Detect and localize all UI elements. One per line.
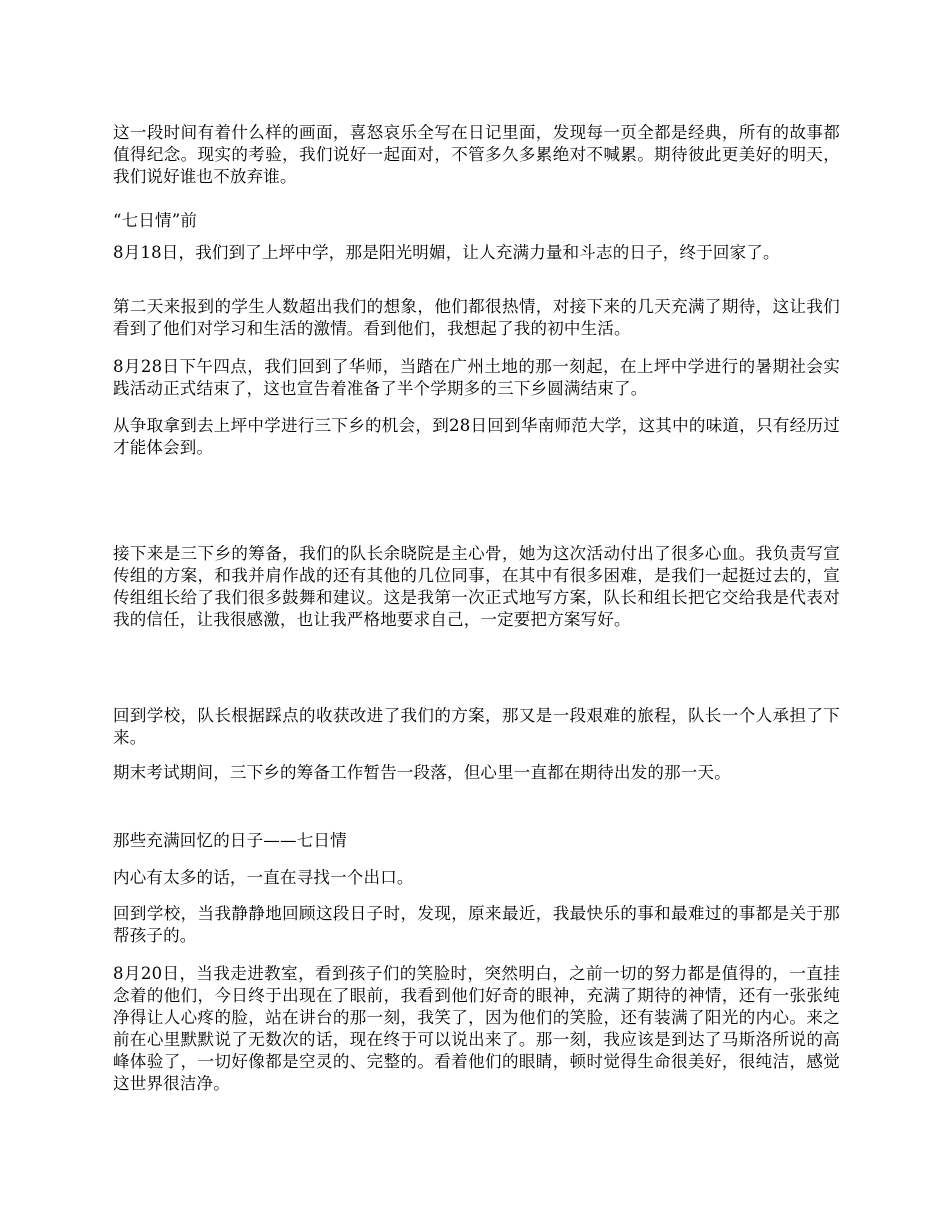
paragraph-aug-28: 8月28日下午四点，我们回到了华师，当踏在广州土地的那一刻起，在上坪中学进行的暑期社会实践活动正式结束了，这也宣告着准备了半个学期多的三下乡圆满结束了。: [113, 357, 840, 398]
paragraph-diary-intro: 这一段时间有着什么样的画面，喜怒哀乐全写在日记里面，发现每一页全都是经典，所有的故事都值得纪念。现实的考验，我们说好一起面对，不管多久多累绝对不喊累。期待彼此更美好的明天，我们说好谁也不放弃谁。: [113, 123, 840, 186]
paragraph-inner-heart: 内心有太多的话，一直在寻找一个出口。: [113, 868, 414, 887]
section-heading-before: “七日情”前: [113, 211, 198, 230]
paragraph-reflection: 回到学校，当我静静地回顾这段日子时，发现，原来最近，我最快乐的事和最难过的事都是关于那帮孩子的。: [113, 904, 840, 945]
paragraph-final-exams: 期末考试期间，三下乡的筹备工作暂告一段落，但心里一直都在期待出发的那一天。: [113, 763, 731, 782]
paragraph-opportunity: 从争取拿到去上坪中学进行三下乡的机会，到28日回到华南师范大学，这其中的味道，只有经历过才能体会到。: [113, 416, 840, 457]
section-heading-seven-days: 那些充满回忆的日子——七日情: [113, 831, 347, 850]
paragraph-preparation: 接下来是三下乡的筹备，我们的队长余晓院是主心骨，她为这次活动付出了很多心血。我负责写宣传组的方案，和我并肩作战的还有其他的几位同事，在其中有很多困难，是我们一起挺过去的，宣传组组长给了我们很多鼓舞和建议。这是我第一次正式地写方案，队长和组长把它交给我是代表对我的信任，让我很感激，也让我严格地要求自己，一定要把方案写好。: [113, 544, 840, 629]
paragraph-second-day: 第二天来报到的学生人数超出我们的想象，他们都很热情，对接下来的几天充满了期待，这让我们看到了他们对学习和生活的激情。看到他们，我想起了我的初中生活。: [113, 297, 840, 338]
paragraph-aug-18: 8月18日，我们到了上坪中学，那是阳光明媚，让人充满力量和斗志的日子，终于回家了。: [113, 243, 780, 262]
paragraph-aug-20: 8月20日，当我走进教室，看到孩子们的笑脸时，突然明白，之前一切的努力都是值得的，一直挂念着的他们，今日终于出现在了眼前，我看到他们好奇的眼神，充满了期待的神情，还有一张张纯净得让人心疼的脸，站在讲台的那一刻，我笑了，因为他们的笑脸，还有装满了阳光的内心。来之前在心里默默说了无数次的话，现在终于可以说出来了。那一刻，我应该是到达了马斯洛所说的高峰体验了，一切好像都是空灵的、完整的。看着他们的眼睛，顿时觉得生命很美好，很纯洁，感觉这世界很洁净。: [113, 964, 840, 1093]
paragraph-back-to-school: 回到学校，队长根据踩点的收获改进了我们的方案，那又是一段艰难的旅程，队长一个人承担了下来。: [113, 706, 840, 747]
